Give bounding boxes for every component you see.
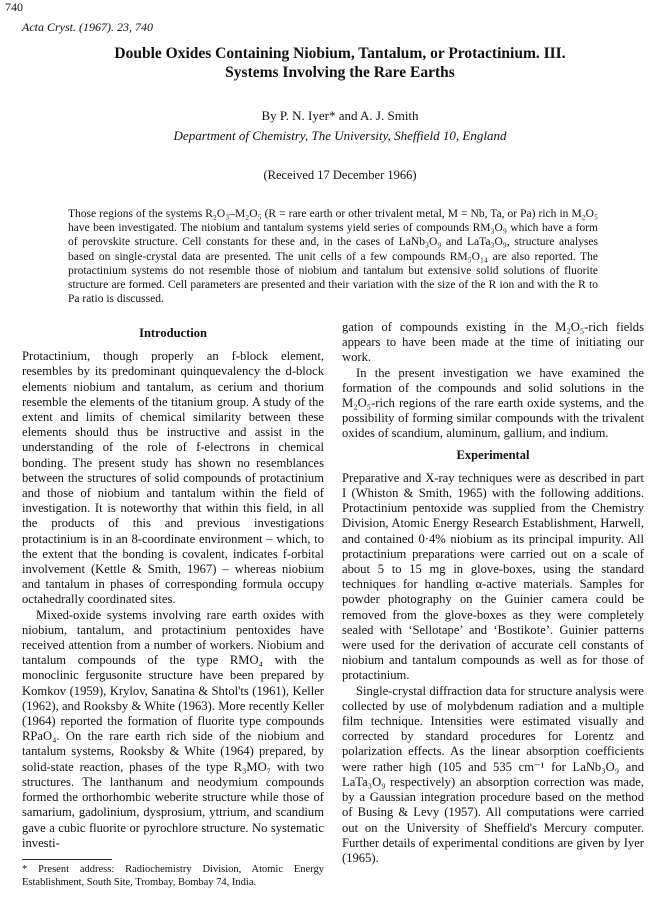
right-column <box>342 320 644 866</box>
title-line-1: Double Oxides Containing Niobium, Tantalum, or Protactinium. III. <box>114 45 566 62</box>
section-heading-introduction: Introduction <box>139 326 207 340</box>
paragraph: In the present investigation we have examined the formation of the compounds and solid solutions in the M₂O₅-rich regions of the rare earth oxide systems, and the possibility of forming similar compounds with the trivalent oxides of scandium, aluminum, gallium, and indium. <box>342 365 644 441</box>
article-title <box>60 44 620 82</box>
paragraph: Preparative and X-ray techniques were as described in part I (Whiston & Smith, 1965) with the following additions. Protactinium pentoxide was supplied from the Chemistry Division, Atomic Energy Research Establishment, Harwell, and contained 0·4% niobium as its principal impurity. All protactinium preparations were carried out on a scale of about 5 to 15 mg in glove-boxes, using the standard techniques for handling α-active materials. Samples for powder photography on the Guinier camera could be removed from the glove-boxes as they were completely sealed with ‘Sellotape’ and ‘Bostikote’. Guinier patterns were used for the derivation of accurate cell constants of niobium and tantalum compounds as well as for those of protactinium. <box>342 470 644 683</box>
paragraph: gation of compounds existing in the M₂O₅-rich fields appears to have been made at the time of initiating our work. <box>342 320 644 365</box>
footnote-rule <box>22 859 112 860</box>
received-date: (Received 17 December 1966) <box>263 168 417 182</box>
page-number: 740 <box>5 0 23 14</box>
left-column <box>22 320 324 889</box>
title-line-2: Systems Involving the Rare Earths <box>225 64 455 81</box>
paragraph: Single-crystal diffraction data for structure analysis were collected by use of molybdenum radiation and a multiple film technique. Intensities were estimated visually and corrected by standard procedures for Lorentz and polarization effects. As the linear absorption coefficients were rather high (105 and 535 cm⁻¹ for LaNb₃O₉ and LaTa₃O₉ respectively) an absorption correction was made, by a Gaussian integration procedure based on the method of Busing & Levy (1957). All computations were carried out on the University of Sheffield's Mercury computer. Further details of experimental conditions are given by Iyer (1965). <box>342 683 644 865</box>
abstract: Those regions of the systems R₂O₃–M₂O₅ (R = rare earth or other trivalent metal, M = Nb, Ta, or Pa) rich in M₂O₅ have been investigated. The niobium and tantalum systems yield series of compounds RM₃O₉ which have a form of perovskite structure. Cell constants for these and, in the cases of LaNb₃O₉ and LaTa₃O₉, structure analyses based on single-crystal data are presented. The unit cells of a few compounds RM₅O₁₄ are also reported. The protactinium systems do not resemble those of niobium and tantalum but extensive solid solutions of fluorite structure are formed. Cell parameters are presented and their variation with the size of the R ion and with the R to Pa ratio is discussed. <box>68 208 598 306</box>
footnote: * Present address: Radiochemistry Division, Atomic Energy Establishment, South Site, Trombay, Bombay 74, India. <box>22 863 324 888</box>
authors: By P. N. Iyer* and A. J. Smith <box>261 108 419 123</box>
section-heading-experimental: Experimental <box>456 447 530 462</box>
journal-reference: Acta Cryst. (1967). 23, 740 <box>22 20 153 34</box>
affiliation: Department of Chemistry, The University, Sheffield 10, England <box>173 128 507 143</box>
paragraph: Protactinium, though properly an f-block element, resembles by its predominant quinquevalency the d-block elements niobium and tantalum, as cerium and thorium resemble the elements of the titanium group. A study of the extent and limits of chemical similarity between these elements should thus be instructive and assist in the understanding of the role of f-electrons in chemical bonding. The present study has shown no resemblances between the structures of solid compounds of protactinium and those of niobium and tantalum within the field of investigation. It is noteworthy that within this field, in all the products of this and previous investigations protactinium is in an 8-coordinate environment – which, to the extent that the bonding is covalent, indicates f-orbital involvement (Kettle & Smith, 1967) – whereas niobium and tantalum in phases of corresponding formula occupy octahedrally coordinated sites. <box>22 349 324 607</box>
paragraph: Mixed-oxide systems involving rare earth oxides with niobium, tantalum, and protactinium pentoxides have received attention from a number of workers. Niobium and tantalum compounds of the type RMO₄ with the monoclinic fergusonite structure have been prepared by Komkov (1959), Krylov, Sanatina & Shtol'ts (1961), Keller (1962), and Rooksby & White (1963). More recently Keller (1964) reported the formation of fluorite type compounds RPaO₄. On the rare earth rich side of the niobium and tantalum systems, Rooksby & White (1964) prepared, by solid-state reaction, phases of the type R₃MO₇ with two structures. The lanthanum and neodymium compounds formed the orthorhombic weberite structure while those of samarium, gadolinium, dysprosium, yttrium, and scandium gave a cubic fluorite or pyrochlore structure. No systematic investi- <box>22 607 324 850</box>
